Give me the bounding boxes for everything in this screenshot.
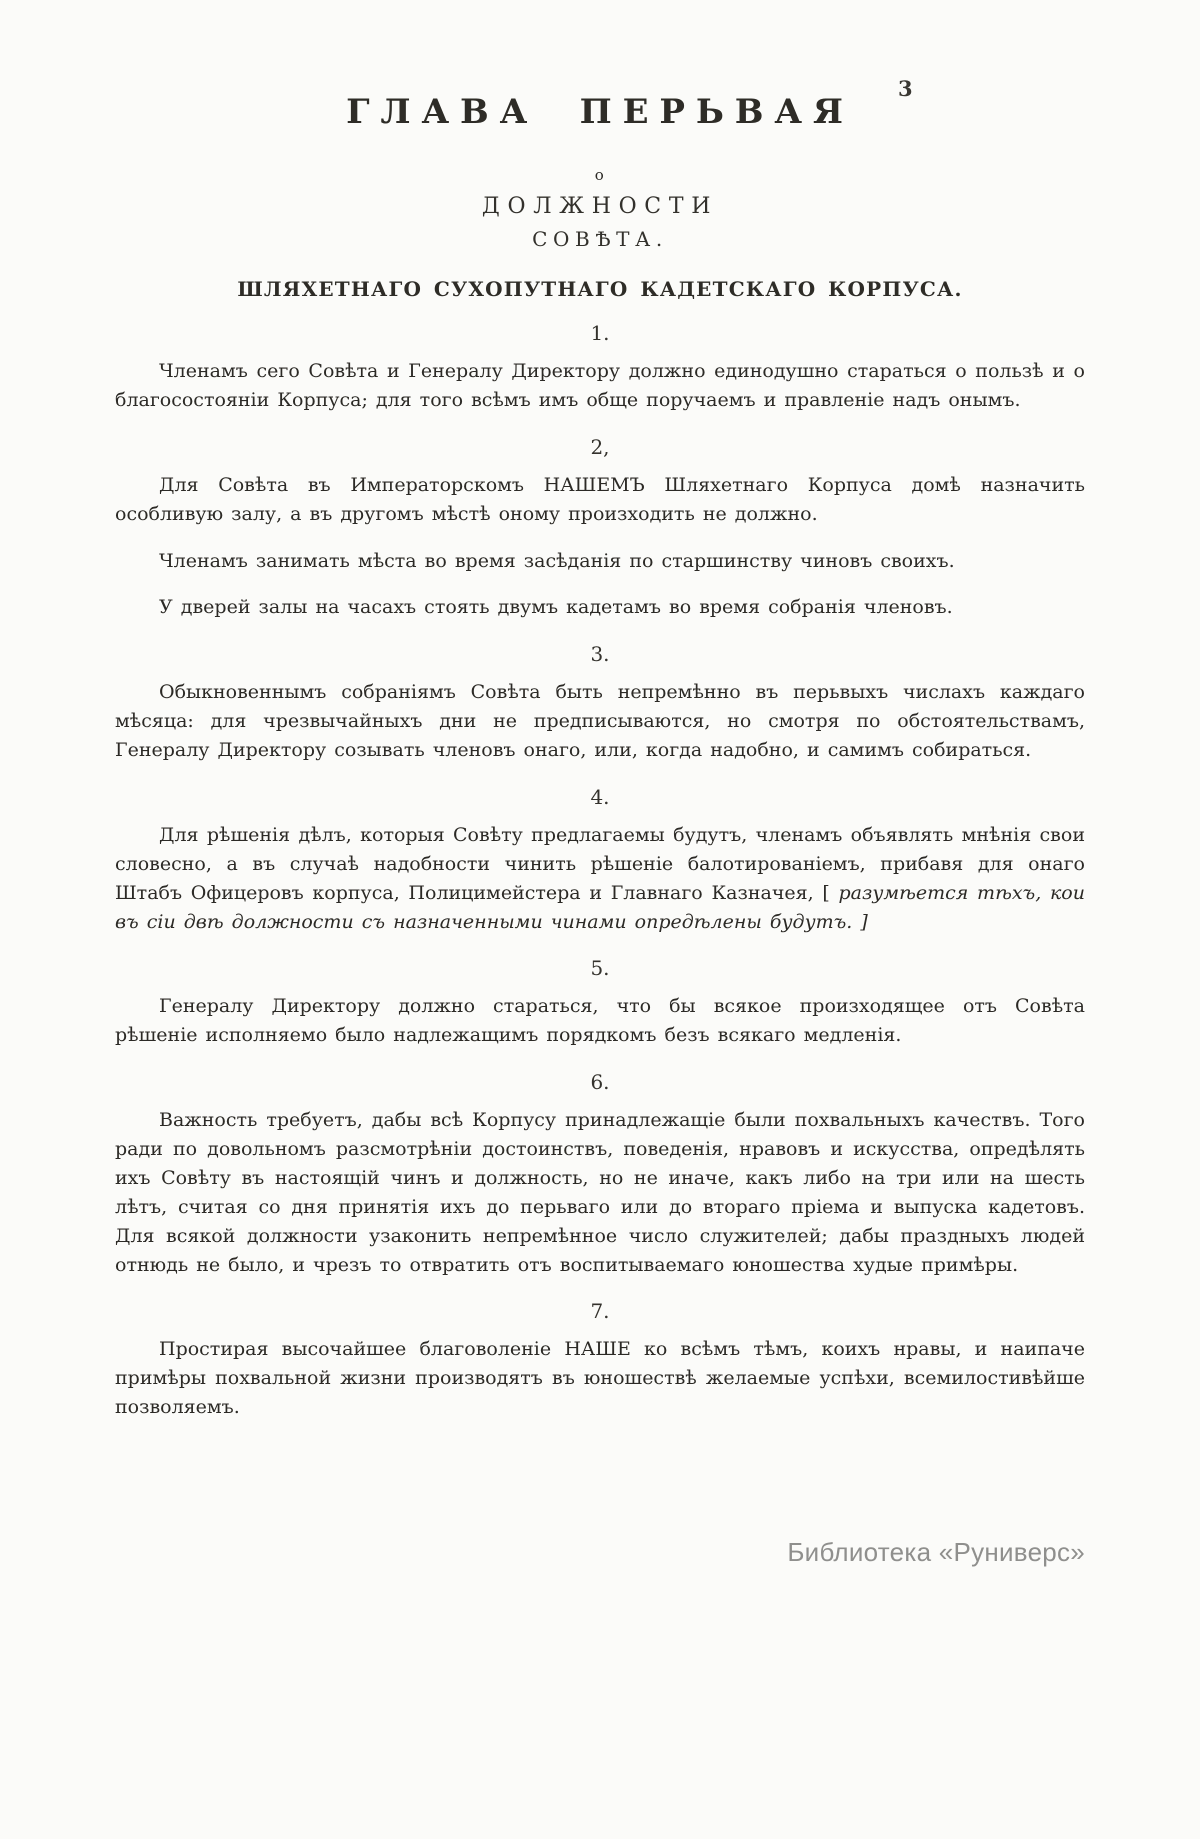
section-paragraph: Обыкновеннымъ собраніямъ Совѣта быть непремѣнно въ перьвыхъ числахъ каждаго мѣсяца: для чрезвычайныхъ дни не предписываются, но смотря по обстоятельствамъ, Генералу Директору созывать членовъ онаго, или, когда надобно, и самимъ собираться. xyxy=(115,681,1085,761)
subtitle-line-2: СОВѢТА. xyxy=(532,227,668,251)
subtitle-preposition: о xyxy=(594,166,606,184)
library-watermark: Библиотека «Руниверс» xyxy=(787,1537,1085,1567)
section-paragraph: У дверей залы на часахъ стоять двумъ кадетамъ во время собранія членовъ. xyxy=(159,596,953,619)
paragraph-italic-note: разумѣется тѣхъ, кои въ сіи двѣ должности съ назначенными чинами опредѣлены будутъ. ] xyxy=(115,881,1085,933)
paragraph-main-text: Для рѣшенія дѣлъ, которыя Совѣту предлагаемы будутъ, членамъ объявлять мнѣнія свои словесно, а въ случаѣ надобности чинить рѣшеніе балотированіемъ, прибавя для онаго Штабъ Офицеровъ корпуса, Полицимейстера и Главнаго Казначея, [ xyxy=(115,823,1085,904)
page-number: 3 xyxy=(898,76,913,101)
section-3 xyxy=(115,642,1085,765)
section-number: 2, xyxy=(590,434,610,459)
section-number: 1. xyxy=(590,321,610,345)
section-number: 3. xyxy=(590,642,610,667)
section-7 xyxy=(115,1299,1085,1422)
section-number: 6. xyxy=(590,1070,610,1095)
section-paragraph xyxy=(115,821,1085,937)
subtitle-line-3: ШЛЯХЕТНАГО СУХОПУТНАГО КАДЕТСКАГО КОРПУСА. xyxy=(237,277,963,301)
section-number: 7. xyxy=(590,1299,610,1324)
subtitle-line-1: ДОЛЖНОСТИ xyxy=(481,194,719,219)
section-2 xyxy=(115,435,1085,623)
section-number: 4. xyxy=(590,784,610,809)
section-paragraph: Простирая высочайшее благоволеніе НАШЕ ко всѣмъ тѣмъ, коихъ нравы, и наипаче примѣры похвальной жизни производятъ въ юношествѣ желаемые успѣхи, всемилостивѣйше позволяемъ. xyxy=(115,1338,1085,1419)
section-1 xyxy=(115,321,1085,415)
section-paragraph: Важность требуетъ, дабы всѣ Корпусу принадлежащіе были похвальныхъ качествъ. Того ради по довольномъ разсмотрѣніи достоинствъ, поведенія, нравовъ и искусства, опредѣлять ихъ Совѣту въ настоящій чинъ и должность, но не иначе, какъ либо на три или на шесть лѣтъ, считая со дня принятія ихъ до перьваго или до втораго пріема и выпуска кадетовъ. Для всякой должности узаконить непремѣнное число служителей; дабы праздныхъ людей отнюдь не было, и чрезъ то отвратить отъ воспитываемаго юношества худые примѣры. xyxy=(115,1109,1085,1276)
section-6 xyxy=(115,1070,1085,1279)
section-paragraph: Для Совѣта въ Императорскомъ НАШЕМЪ Шляхетнаго Корпуса домѣ назначить особливую залу, а въ другомъ мѣстѣ оному произходить не должно. xyxy=(115,473,1085,525)
section-paragraph: Членамъ занимать мѣста во время засѣданія по старшинству чиновъ своихъ. xyxy=(159,549,955,572)
section-4 xyxy=(115,785,1085,937)
section-number: 5. xyxy=(590,956,610,981)
section-paragraph: Членамъ сего Совѣта и Генералу Директору должно единодушно стараться о пользѣ и о благосостояніи Корпуса; для того всѣмъ имъ обще поручаемъ и правленіе надъ онымъ. xyxy=(115,360,1085,411)
section-paragraph: Генералу Директору должно стараться, что бы всякое произходящее отъ Совѣта рѣшеніе исполняемо было надлежащимъ порядкомъ безъ всякаго медленія. xyxy=(115,995,1085,1047)
section-5 xyxy=(115,956,1085,1050)
chapter-title: ГЛАВА ПЕРЬВАЯ xyxy=(346,92,854,132)
